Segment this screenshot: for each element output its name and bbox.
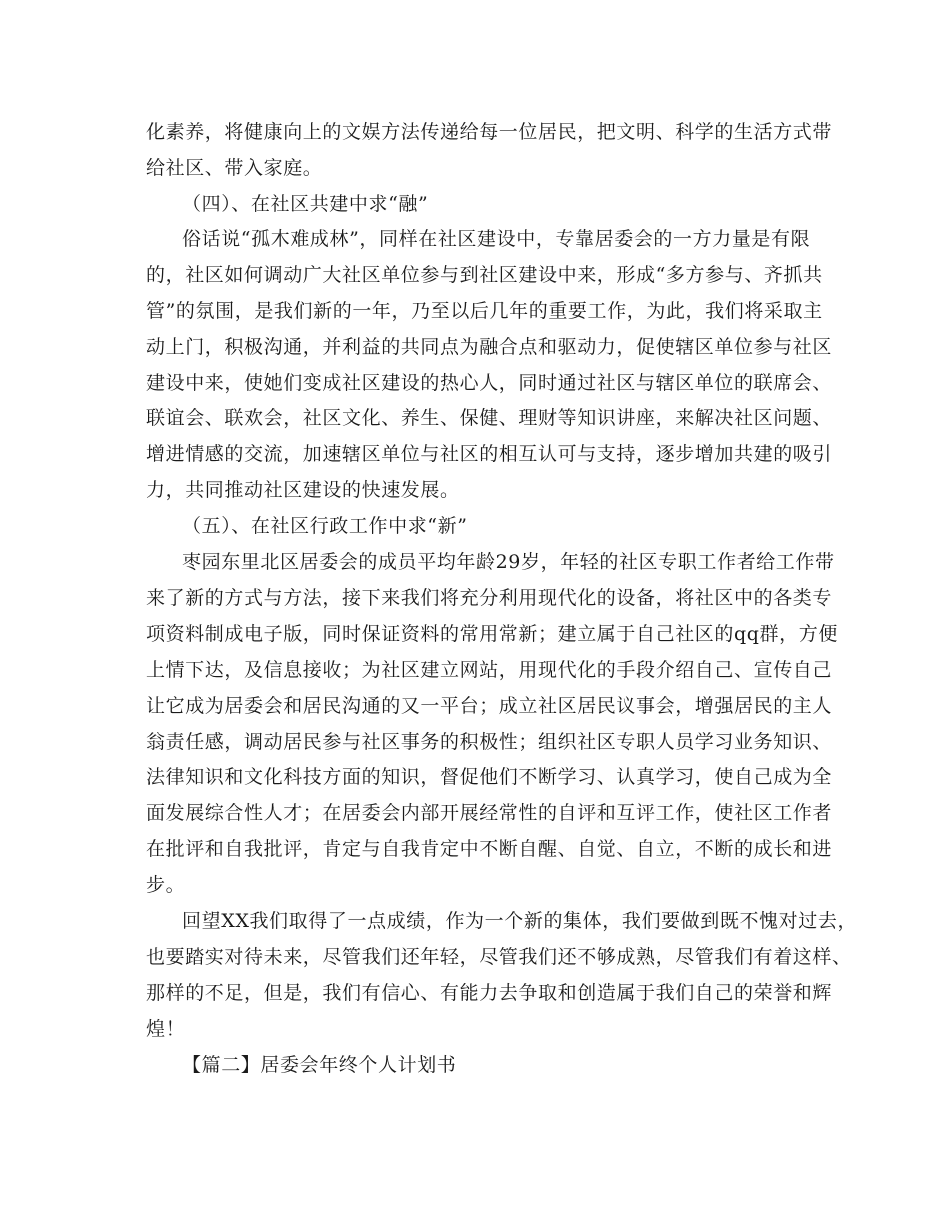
section-heading: （五）、在社区行政工作中求“新” xyxy=(182,515,468,537)
body-text-line: 步。 xyxy=(146,874,186,896)
body-text-line: 来了新的方式与方法，接下来我们将充分利用现代化的设备，将社区中的各类专 xyxy=(146,587,833,609)
body-text-line: 在批评和自我批评，肯定与自我肯定中不断自醒、自觉、自立，不断的成长和进 xyxy=(146,838,833,860)
body-text-line: 力，共同推动社区建设的快速发展。 xyxy=(146,479,460,501)
body-text-line: 那样的不足，但是，我们有信心、有能力去争取和创造属于我们自己的荣誉和辉 xyxy=(146,982,833,1004)
paragraph-first-line: 枣园东里北区居委会的成员平均年龄29岁，年轻的社区专职工作者给工作带 xyxy=(182,551,835,573)
paragraph-first-line: 回望XX我们取得了一点成绩，作为一个新的集体，我们要做到既不愧对过去， xyxy=(182,910,858,932)
body-text-line: 联谊会、联欢会，社区文化、养生、保健、理财等知识讲座，来解决社区问题、 xyxy=(146,407,833,429)
body-text-line: 煌！ xyxy=(146,1018,186,1040)
body-text-line: 面发展综合性人才；在居委会内部开展经常性的自评和互评工作，使社区工作者 xyxy=(146,802,833,824)
body-text-line: 建设中来，使她们变成社区建设的热心人，同时通过社区与辖区单位的联席会、 xyxy=(146,372,833,394)
chapter-heading: 【篇二】居委会年终个人计划书 xyxy=(182,1054,457,1076)
body-text-line: 化素养，将健康向上的文娱方法传递给每一位居民，把文明、科学的生活方式带 xyxy=(146,121,833,143)
body-text-line: 项资料制成电子版，同时保证资料的常用常新；建立属于自己社区的qq群，方便 xyxy=(146,623,838,645)
body-text-line: 给社区、带入家庭。 xyxy=(146,157,323,179)
body-text-line: 法律知识和文化科技方面的知识，督促他们不断学习、认真学习，使自己成为全 xyxy=(146,766,833,788)
body-text-line: 动上门，积极沟通，并利益的共同点为融合点和驱动力，促使辖区单位参与社区 xyxy=(146,336,833,358)
body-text-line: 让它成为居委会和居民沟通的又一平台；成立社区居民议事会，增强居民的主人 xyxy=(146,695,833,717)
body-text-line: 增进情感的交流，加速辖区单位与社区的相互认可与支持，逐步增加共建的吸引 xyxy=(146,443,833,465)
section-heading: （四）、在社区共建中求“融” xyxy=(182,193,429,215)
body-text-line: 上情下达，及信息接收；为社区建立网站，用现代化的手段介绍自己、宣传自己 xyxy=(146,659,833,681)
body-text-line: 也要踏实对待未来，尽管我们还年轻，尽管我们还不够成熟，尽管我们有着这样、 xyxy=(146,946,852,968)
body-text-line: 翁责任感，调动居民参与社区事务的积极性；组织社区专职人员学习业务知识、 xyxy=(146,731,833,753)
paragraph-first-line: 俗话说“孤木难成林”，同样在社区建设中，专靠居委会的一方力量是有限 xyxy=(182,228,811,250)
body-text-line: 管”的氛围，是我们新的一年，乃至以后几年的重要工作，为此，我们将采取主 xyxy=(146,300,823,322)
body-text-line: 的，社区如何调动广大社区单位参与到社区建设中来，形成“多方参与、齐抓共 xyxy=(146,264,823,286)
